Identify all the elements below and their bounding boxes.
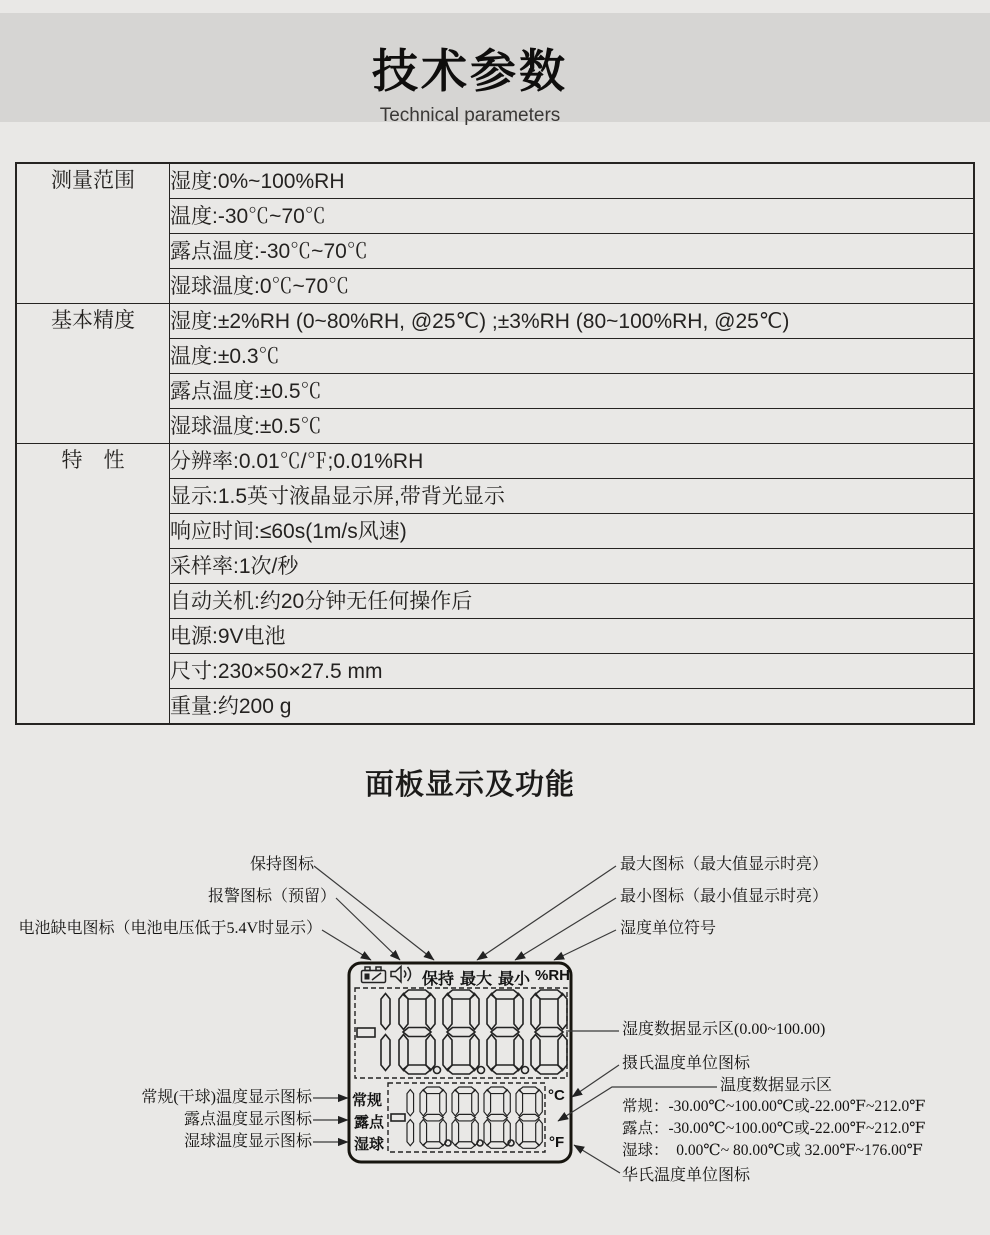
callout-wet-temp-icon: 湿球温度显示图标	[183, 1133, 312, 1150]
callout-dew-temp-icon: 露点温度显示图标	[183, 1111, 312, 1128]
panel-diagram	[0, 840, 990, 1220]
panel-section	[0, 762, 940, 803]
temperature-digits	[391, 1087, 542, 1148]
spec-cell: 尺寸:230×50×27.5 mm	[170, 654, 975, 689]
lcd-wet-label: 湿球	[354, 1136, 385, 1153]
callout-humidity-area: 湿度数据显示区(0.00~100.00)	[622, 1021, 826, 1038]
spec-cell: 湿球温度:±0.5℃	[170, 409, 975, 444]
temp-range-normal: 常规：-30.00℃~100.00℃或-22.00℉~212.0℉	[622, 1098, 926, 1115]
page-subtitle: Technical parameters	[379, 105, 561, 126]
callout-alarm-icon: 报警图标（预留）	[207, 888, 336, 905]
page-title: 技术参数	[372, 45, 568, 97]
lcd-hold-label: 保持	[422, 971, 455, 988]
spec-section-label: 特 性	[16, 444, 170, 725]
spec-cell: 显示:1.5英寸液晶显示屏,带背光显示	[170, 479, 975, 514]
lcd-fahrenheit-unit: °F	[549, 1134, 565, 1151]
spec-cell: 采样率:1次/秒	[170, 549, 975, 584]
lcd-min-label: 最小	[498, 971, 531, 988]
header	[0, 13, 940, 127]
spec-cell: 露点温度:±0.5℃	[170, 374, 975, 409]
spec-section-label: 测量范围	[16, 163, 170, 304]
lcd-max-label: 最大	[460, 971, 493, 988]
temp-range-wet: 湿球： 0.00℃~ 80.00℃或 32.00℉~176.00℉	[622, 1142, 923, 1159]
callout-hold-icon: 保持图标	[249, 856, 314, 873]
lcd-diagram-graphics	[0, 840, 990, 1220]
spec-section-label: 基本精度	[16, 304, 170, 444]
spec-cell: 温度:±0.3℃	[170, 339, 975, 374]
callout-max-icon: 最大图标（最大值显示时亮）	[620, 856, 829, 873]
panel-heading: 面板显示及功能	[364, 769, 575, 801]
lcd-rh-unit: %RH	[535, 967, 571, 984]
lcd-normal-label: 常规	[352, 1092, 383, 1109]
spec-cell: 分辨率:0.01℃/℉;0.01%RH	[170, 444, 975, 479]
spec-cell: 重量:约200 g	[170, 689, 975, 725]
callout-battery-icon: 电池缺电图标（电池电压低于5.4V时显示）	[18, 920, 322, 937]
spec-cell: 湿度:0%~100%RH	[170, 163, 975, 199]
callout-fahrenheit-icon: 华氏温度单位图标	[622, 1167, 751, 1184]
callout-normal-temp-icon: 常规(干球)温度显示图标	[141, 1089, 312, 1106]
spec-cell: 电源:9V电池	[170, 619, 975, 654]
callout-humidity-unit: 湿度单位符号	[620, 920, 717, 937]
lcd-celsius-unit: °C	[548, 1087, 565, 1104]
temp-range-dew: 露点：-30.00℃~100.00℃或-22.00℉~212.0℉	[622, 1120, 926, 1137]
spec-cell: 自动关机:约20分钟无任何操作后	[170, 584, 975, 619]
spec-table	[15, 162, 975, 725]
callout-min-icon: 最小图标（最小值显示时亮）	[620, 888, 829, 905]
spec-cell: 温度:-30℃~70℃	[170, 199, 975, 234]
speaker-icon	[391, 967, 411, 983]
callout-temp-area: 温度数据显示区	[720, 1077, 833, 1094]
spec-cell: 露点温度:-30℃~70℃	[170, 234, 975, 269]
battery-icon	[362, 967, 386, 983]
humidity-digits	[357, 990, 567, 1074]
spec-cell: 湿球温度:0℃~70℃	[170, 269, 975, 304]
callout-celsius-icon: 摄氏温度单位图标	[622, 1055, 751, 1072]
spec-cell: 湿度:±2%RH (0~80%RH, @25℃) ;±3%RH (80~100%RH, @25℃)	[170, 304, 975, 339]
lcd-dew-label: 露点	[354, 1114, 385, 1131]
spec-cell: 响应时间:≤60s(1m/s风速)	[170, 514, 975, 549]
